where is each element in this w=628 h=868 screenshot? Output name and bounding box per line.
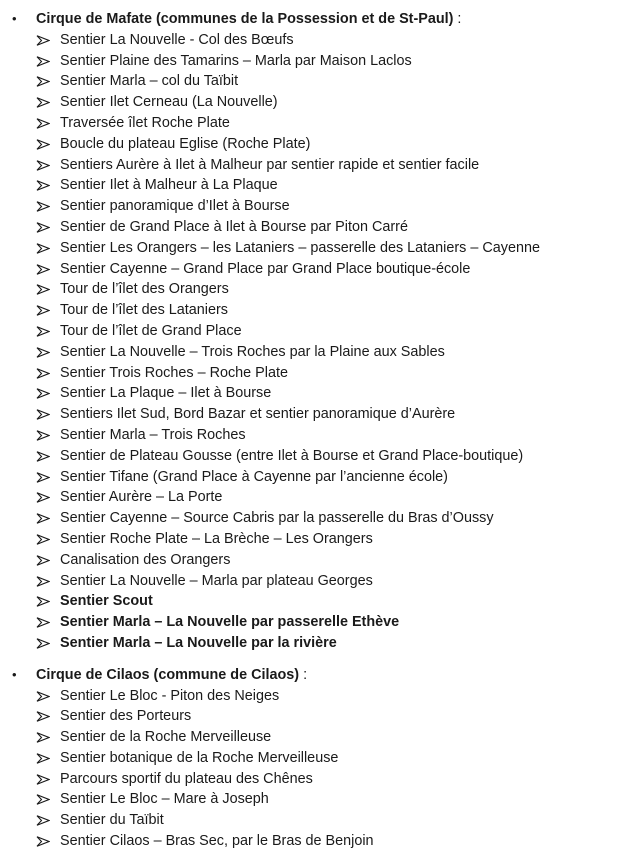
- trail-item: [0, 321, 628, 342]
- trail-item: [0, 467, 628, 488]
- arrowhead-bullet-icon: [36, 347, 50, 358]
- trail-item: [0, 550, 628, 571]
- trail-list: [0, 30, 628, 654]
- trail-item: [0, 727, 628, 748]
- trail-item: [0, 51, 628, 72]
- trail-item: [0, 831, 628, 852]
- arrowhead-bullet-icon: [36, 815, 50, 826]
- arrowhead-bullet-icon: [36, 160, 50, 171]
- trail-name: Canalisation des Orangers: [60, 551, 231, 568]
- trail-item: [0, 155, 628, 176]
- arrowhead-bullet-icon: [36, 534, 50, 545]
- trail-item: [0, 686, 628, 707]
- trail-name: Sentier Roche Plate – La Brèche – Les Orangers: [60, 530, 373, 547]
- arrowhead-bullet-icon: [36, 430, 50, 441]
- trail-list: [0, 686, 628, 852]
- section-cilaos: [0, 665, 628, 852]
- trail-name: Sentier du Taïbit: [60, 812, 164, 829]
- trail-name: Sentier Tifane (Grand Place à Cayenne par l’ancienne école): [60, 468, 448, 485]
- trail-item: [0, 571, 628, 592]
- trail-name: Sentier Le Bloc – Mare à Joseph: [60, 791, 269, 808]
- trail-name: Sentier de Grand Place à Ilet à Bourse par Piton Carré: [60, 218, 408, 235]
- arrowhead-bullet-icon: [36, 576, 50, 587]
- trail-name: Sentier Le Bloc - Piton des Neiges: [60, 687, 280, 704]
- trail-name: Sentier Cayenne – Source Cabris par la passerelle du Bras d’Oussy: [60, 510, 494, 527]
- trail-name: Sentier Marla – La Nouvelle par passerelle Ethève: [60, 614, 400, 631]
- arrowhead-bullet-icon: [36, 139, 50, 150]
- trail-item: [0, 113, 628, 134]
- trail-item: [0, 383, 628, 404]
- arrowhead-bullet-icon: [36, 711, 50, 722]
- trail-name: Sentier Aurère – La Porte: [60, 489, 223, 506]
- trail-name: Traversée îlet Roche Plate: [60, 114, 230, 131]
- trail-item: [0, 279, 628, 300]
- trail-name: Sentier botanique de la Roche Merveilleuse: [60, 749, 339, 766]
- arrowhead-bullet-icon: [36, 284, 50, 295]
- arrowhead-bullet-icon: [36, 774, 50, 785]
- trail-item: [0, 706, 628, 727]
- bullet-icon: •: [12, 666, 17, 682]
- arrowhead-bullet-icon: [36, 617, 50, 628]
- arrowhead-bullet-icon: [36, 201, 50, 212]
- trail-name: Sentier La Nouvelle - Col des Bœufs: [60, 31, 294, 48]
- section-heading: [0, 665, 628, 686]
- arrowhead-bullet-icon: [36, 76, 50, 87]
- arrowhead-bullet-icon: [36, 409, 50, 420]
- trail-name: Sentier Plaine des Tamarins – Marla par Maison Laclos: [60, 52, 412, 69]
- trail-name: Sentier Ilet Cerneau (La Nouvelle): [60, 94, 278, 111]
- section-heading-suffix: :: [453, 11, 462, 27]
- trail-item: [0, 529, 628, 550]
- section-heading-suffix: :: [299, 666, 308, 683]
- trail-item: [0, 71, 628, 92]
- arrowhead-bullet-icon: [36, 388, 50, 399]
- arrowhead-bullet-icon: [36, 243, 50, 254]
- trail-name: Sentier Scout: [60, 593, 153, 610]
- trail-item: [0, 300, 628, 321]
- arrowhead-bullet-icon: [36, 472, 50, 483]
- trail-item: [0, 748, 628, 769]
- arrowhead-bullet-icon: [36, 264, 50, 275]
- arrowhead-bullet-icon: [36, 794, 50, 805]
- trail-item: [0, 175, 628, 196]
- arrowhead-bullet-icon: [36, 691, 50, 702]
- trail-name: Sentier Cilaos – Bras Sec, par le Bras de Benjoin: [60, 833, 374, 850]
- trail-name: Sentier La Nouvelle – Marla par plateau Georges: [60, 572, 373, 589]
- trail-item: [0, 612, 628, 633]
- trail-name: Sentier La Nouvelle – Trois Roches par la Plaine aux Sables: [60, 343, 445, 360]
- section-heading-title: Cirque de Mafate (communes de la Possession et de St-Paul): [36, 11, 454, 27]
- arrowhead-bullet-icon: [36, 638, 50, 649]
- arrowhead-bullet-icon: [36, 222, 50, 233]
- section-heading: [0, 9, 628, 30]
- trail-item: [0, 134, 628, 155]
- trail-name: Sentier de Plateau Gousse (entre Ilet à Bourse et Grand Place-boutique): [60, 447, 524, 464]
- arrowhead-bullet-icon: [36, 368, 50, 379]
- arrowhead-bullet-icon: [36, 326, 50, 337]
- trail-name: Sentier Ilet à Malheur à La Plaque: [60, 177, 278, 194]
- trail-item: [0, 196, 628, 217]
- trail-name: Boucle du plateau Eglise (Roche Plate): [60, 135, 311, 152]
- arrowhead-bullet-icon: [36, 35, 50, 46]
- trail-item: [0, 487, 628, 508]
- arrowhead-bullet-icon: [36, 451, 50, 462]
- trail-name: Sentier Trois Roches – Roche Plate: [60, 364, 288, 381]
- trail-item: [0, 259, 628, 280]
- trail-item: [0, 92, 628, 113]
- trail-name: Sentier Marla – Trois Roches: [60, 426, 246, 443]
- section-heading-title: Cirque de Cilaos (commune de Cilaos): [36, 666, 300, 683]
- trail-name: Sentiers Ilet Sud, Bord Bazar et sentier panoramique d’Aurère: [60, 406, 456, 423]
- trail-name: Sentier de la Roche Merveilleuse: [60, 729, 272, 746]
- trail-item: [0, 769, 628, 790]
- trail-item: [0, 789, 628, 810]
- trail-name: Tour de l’îlet de Grand Place: [60, 322, 242, 339]
- arrowhead-bullet-icon: [36, 555, 50, 566]
- trail-item: [0, 508, 628, 529]
- trail-item: [0, 810, 628, 831]
- arrowhead-bullet-icon: [36, 753, 50, 764]
- arrowhead-bullet-icon: [36, 732, 50, 743]
- trail-name: Parcours sportif du plateau des Chênes: [60, 770, 313, 787]
- trail-item: [0, 591, 628, 612]
- trail-item: [0, 425, 628, 446]
- trail-name: Sentier Les Orangers – les Lataniers – passerelle des Lataniers – Cayenne: [60, 239, 540, 256]
- arrowhead-bullet-icon: [36, 492, 50, 503]
- trail-name: Sentier panoramique d’Ilet à Bourse: [60, 198, 290, 215]
- trail-name: Sentier La Plaque – Ilet à Bourse: [60, 385, 272, 402]
- trail-name: Tour de l’îlet des Lataniers: [60, 302, 228, 319]
- trail-name: Sentier des Porteurs: [60, 708, 192, 725]
- arrowhead-bullet-icon: [36, 118, 50, 129]
- arrowhead-bullet-icon: [36, 305, 50, 316]
- trail-item: [0, 217, 628, 238]
- trail-item: [0, 238, 628, 259]
- trail-item: [0, 633, 628, 654]
- trail-name: Tour de l’îlet des Orangers: [60, 281, 229, 298]
- trail-name: Sentier Marla – col du Taïbit: [60, 73, 239, 90]
- arrowhead-bullet-icon: [36, 836, 50, 847]
- arrowhead-bullet-icon: [36, 596, 50, 607]
- arrowhead-bullet-icon: [36, 180, 50, 191]
- arrowhead-bullet-icon: [36, 513, 50, 524]
- arrowhead-bullet-icon: [36, 56, 50, 67]
- trail-item: [0, 30, 628, 51]
- trail-item: [0, 363, 628, 384]
- bullet-icon: •: [12, 11, 17, 26]
- trail-name: Sentiers Aurère à Ilet à Malheur par sentier rapide et sentier facile: [60, 156, 480, 173]
- trail-item: [0, 404, 628, 425]
- trail-item: [0, 446, 628, 467]
- arrowhead-bullet-icon: [36, 97, 50, 108]
- trail-item: [0, 342, 628, 363]
- trail-name: Sentier Cayenne – Grand Place par Grand Place boutique-école: [60, 260, 471, 277]
- trail-name: Sentier Marla – La Nouvelle par la rivière: [60, 634, 337, 651]
- section-mafate: [0, 9, 628, 654]
